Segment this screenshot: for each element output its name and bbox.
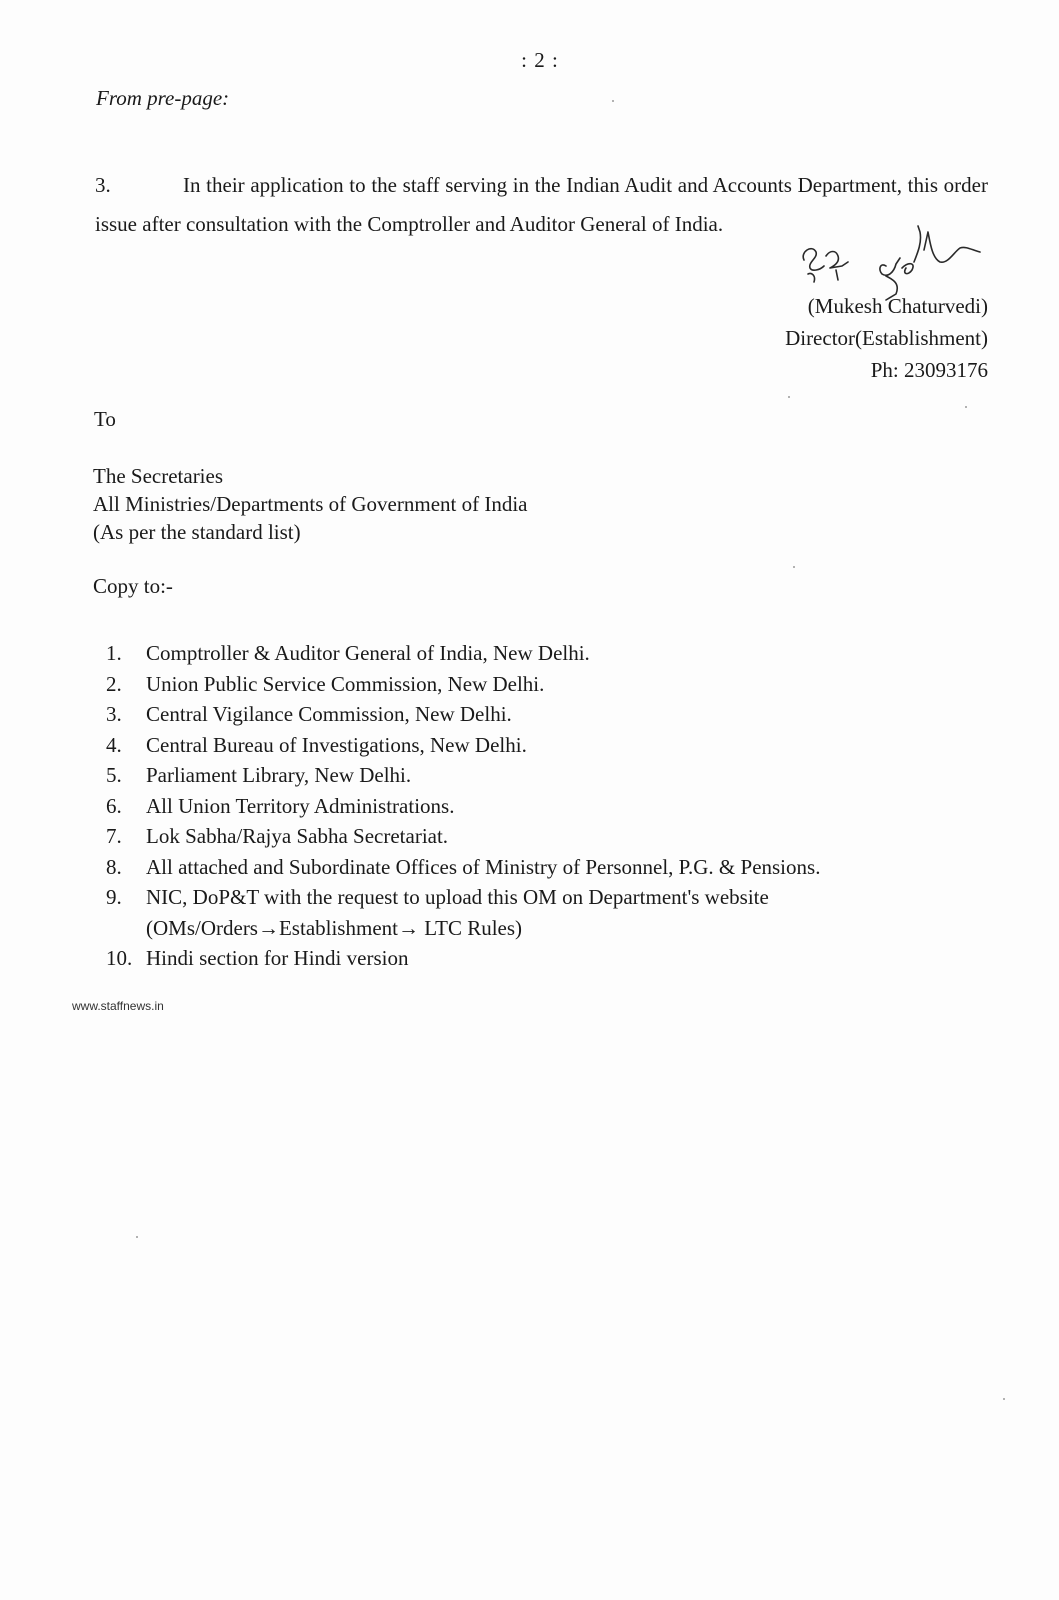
copy-to-item-index: 10. (106, 946, 133, 970)
copy-to-item (106, 852, 982, 883)
to-label: To (94, 407, 116, 431)
copy-to-item (106, 730, 982, 761)
copy-to-item-text: Parliament Library, New Delhi. (146, 763, 412, 787)
copy-to-item-text: Central Bureau of Investigations, New Delhi. (146, 732, 527, 757)
scan-speck (136, 1236, 138, 1238)
scan-speck (788, 396, 790, 398)
signatory-designation: Director(Establishment) (785, 326, 988, 350)
copy-to-item-index: 9. (106, 885, 122, 909)
copy-to-item (106, 882, 982, 943)
copy-to-item-index: 8. (106, 854, 122, 879)
copy-to-item (106, 669, 982, 700)
copy-to-label: Copy to:- (93, 574, 173, 598)
copy-to-item-text: Comptroller & Auditor General of India, New Delhi. (146, 641, 590, 665)
paragraph-text: In their application to the staff serving in the Indian Audit and Accounts Department, this order issue after consultation with the Comptroller and Auditor General of India. (95, 173, 988, 236)
copy-to-item-text: Hindi section for Hindi version (146, 946, 409, 970)
copy-to-item (106, 760, 982, 791)
copy-to-item (106, 943, 982, 974)
copy-to-item (106, 821, 982, 852)
scan-speck (793, 566, 795, 568)
copy-to-item-text: Lok Sabha/Rajya Sabha Secretariat. (146, 824, 449, 848)
copy-to-item-text: NIC, DoP&T with the request to upload this OM on Department's website (146, 885, 769, 909)
copy-to-item (106, 638, 982, 669)
scan-speck (612, 100, 614, 102)
copy-to-item (106, 699, 982, 730)
copy-to-item-text: Union Public Service Commission, New Delhi. (146, 671, 545, 696)
copy-to-item-text: All Union Territory Administrations. (146, 793, 455, 818)
from-prepage-note: From pre-page: (96, 86, 230, 110)
scan-speck (965, 406, 967, 408)
copy-to-item-index: 5. (106, 763, 122, 787)
copy-to-list (106, 638, 982, 974)
copy-to-item (106, 791, 982, 822)
copy-to-item-text: All attached and Subordinate Offices of Ministry of Personnel, P.G. & Pensions. (146, 854, 821, 879)
copy-to-item-index: 3. (106, 702, 122, 726)
copy-to-item-index: 4. (106, 732, 122, 757)
addressee-line-2: All Ministries/Departments of Government of India (93, 492, 528, 516)
signatory-name: (Mukesh Chaturvedi) (807, 294, 988, 318)
addressee-line-3: (As per the standard list) (93, 520, 301, 544)
copy-to-item-text: Central Vigilance Commission, New Delhi. (146, 702, 512, 726)
website-watermark: www.staffnews.in (72, 999, 164, 1013)
copy-to-item-index: 7. (106, 824, 122, 848)
copy-to-item-index: 6. (106, 793, 122, 818)
addressee-line-1: The Secretaries (93, 464, 224, 488)
copy-to-item-index: 1. (106, 641, 122, 665)
copy-to-item-text-continued: (OMs/Orders→Establishment→ LTC Rules) (146, 915, 523, 940)
page-number: : 2 : (521, 48, 559, 72)
scan-speck (1003, 1398, 1005, 1400)
signatory-phone: Ph: 23093176 (870, 358, 988, 382)
copy-to-item-index: 2. (106, 671, 122, 696)
paragraph-number: 3. (95, 173, 111, 197)
signatory-block (785, 290, 988, 386)
addressee-block (93, 462, 528, 546)
